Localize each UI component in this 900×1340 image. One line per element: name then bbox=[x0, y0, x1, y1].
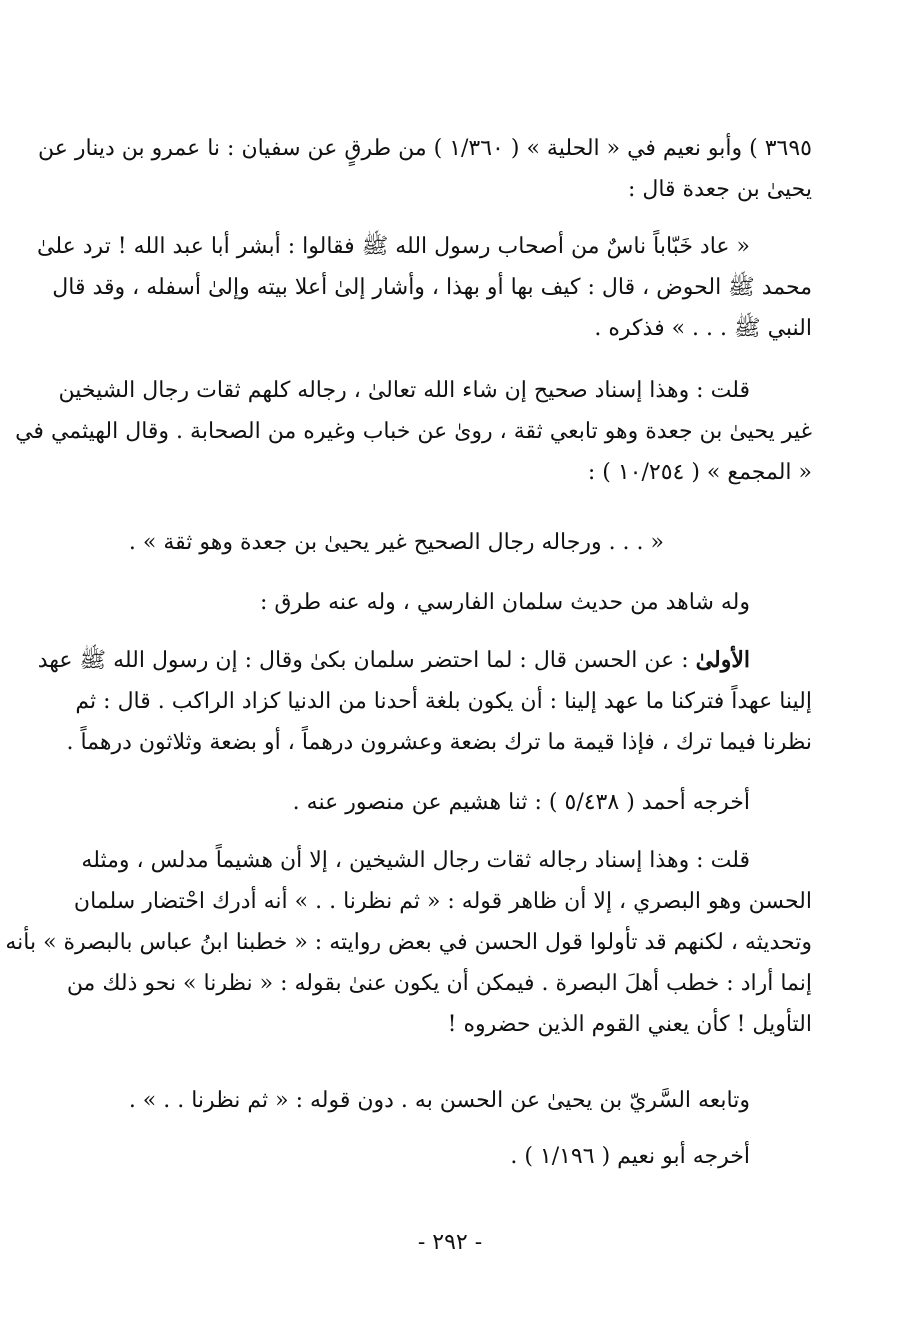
text-line: « . . . ورجاله رجال الصحيح غير يحيىٰ بن جعدة وهو ثقة » . bbox=[128, 530, 664, 555]
text-line: « عاد خَبّاباً ناسٌ من أصحاب رسول الله ﷺ فقالوا : أبشر أبا عبد الله ! ترد علىٰ bbox=[37, 234, 750, 259]
text-line: غير يحيىٰ بن جعدة وهو تابعي ثقة ، روىٰ عن خباب وغيره من الصحابة . وقال الهيثمي في bbox=[15, 419, 812, 444]
paragraph-abu-nuaym-source bbox=[82, 1136, 812, 1177]
text-line: قلت : وهذا إسناد صحيح إن شاء الله تعالىٰ ، رجاله كلهم ثقات رجال الشيخين bbox=[58, 378, 750, 403]
text-line: قلت : وهذا إسناد رجاله ثقات رجال الشيخين ، إلا أن هشيماً مدلس ، ومثله bbox=[81, 848, 750, 873]
text-line: أخرجه أحمد ( ٥/٤٣٨ ) : ثنا هشيم عن منصور عنه . bbox=[292, 790, 750, 815]
paragraph-hadith-3695 bbox=[38, 128, 812, 210]
text-line: الحسن وهو البصري ، إلا أن ظاهر قوله : « ثم نظرنا . . » أنه أدرك احْتضار سلمان bbox=[73, 889, 812, 914]
paragraph-isnad-comment bbox=[15, 370, 812, 493]
text-line: إنما أراد : خطب أهلَ البصرة . فيمكن أن يكون عنىٰ بقوله : « نظرنا » نحو ذلك من bbox=[66, 971, 812, 996]
text-line: محمد ﷺ الحوض ، قال : كيف بها أو بهذا ، وأشار إلىٰ أعلا بيته وإلىٰ أسفله ، وقد قال bbox=[52, 275, 812, 300]
paragraph-quote-khabbab bbox=[37, 226, 812, 349]
paragraph-first-route bbox=[37, 640, 812, 763]
paragraph-salman-witness bbox=[82, 582, 812, 623]
text-line: أخرجه أبو نعيم ( ١/١٩٦ ) . bbox=[510, 1144, 750, 1169]
text-line: ٣٦٩٥ ) وأبو نعيم في « الحلية » ( ١/٣٦٠ ) من طرقٍ عن سفيان : نا عمرو بن دينار عن bbox=[38, 136, 812, 161]
text-line: يحيىٰ بن جعدة قال : bbox=[627, 177, 812, 202]
route-text: : عن الحسن قال : لما احتضر سلمان بكىٰ وقال : إن رسول الله ﷺ عهد bbox=[37, 648, 696, 673]
paragraph-ahmad-source bbox=[82, 782, 812, 823]
text-line: التأويل ! كأن يعني القوم الذين حضروه ! bbox=[447, 1012, 812, 1037]
paragraph-isnad-analysis bbox=[5, 840, 812, 1045]
text-line: النبي ﷺ . . . » فذكره . bbox=[594, 316, 812, 341]
route-heading: الأولىٰ bbox=[695, 647, 750, 673]
text-line bbox=[37, 640, 812, 681]
text-line: « المجمع » ( ١٠/٢٥٤ ) : bbox=[587, 460, 812, 485]
text-line: وتابعه السَّريّ بن يحيىٰ عن الحسن به . دون قوله : « ثم نظرنا . . » . bbox=[128, 1088, 750, 1113]
page-number: - ٢٩٢ - bbox=[417, 1230, 483, 1255]
text-line: وله شاهد من حديث سلمان الفارسي ، وله عنه طرق : bbox=[260, 590, 750, 615]
text-line: إلينا عهداً فتركنا ما عهد إلينا : أن يكون بلغة أحدنا من الدنيا كزاد الراكب . قال : ثم bbox=[75, 689, 812, 714]
paragraph-sari-follow-up bbox=[82, 1080, 812, 1121]
text-line: وتحديثه ، لكنهم قد تأولوا قول الحسن في بعض روايته : « خطبنا ابنُ عباس بالبصرة » بأنه bbox=[5, 930, 812, 955]
paragraph-haythami-quote bbox=[82, 522, 812, 563]
text-line: نظرنا فيما ترك ، فإذا قيمة ما ترك بضعة وعشرون درهماً ، أو بضعة وثلاثون درهماً . bbox=[66, 730, 812, 755]
